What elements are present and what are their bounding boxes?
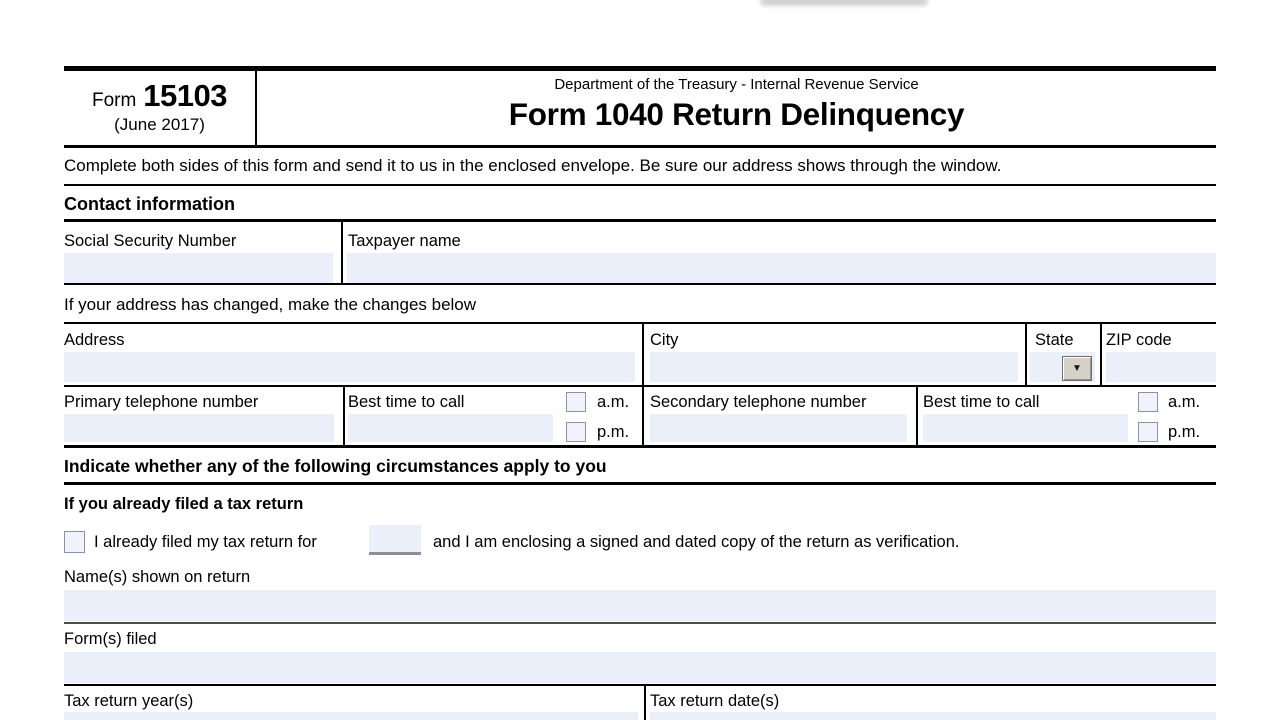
top-rule <box>64 66 1216 71</box>
already-filed-checkbox[interactable] <box>64 531 85 553</box>
primary-pm-label: p.m. <box>597 423 630 441</box>
phone-divider-2 <box>642 387 644 445</box>
filed-text-after: and I am enclosing a signed and dated copy of the return as verification. <box>433 533 960 551</box>
address-note: If your address has changed, make the changes below <box>64 295 477 314</box>
forms-rule <box>64 684 1216 686</box>
address-note-rule <box>64 322 1216 324</box>
state-label: State <box>1035 331 1074 349</box>
best-time-primary-label: Best time to call <box>348 393 465 411</box>
best-time-secondary-input[interactable] <box>923 414 1128 442</box>
ssn-row-rule <box>64 283 1216 285</box>
form-revision: (June 2017) <box>114 115 205 134</box>
page-title: Form 1040 Return Delinquency <box>508 96 965 132</box>
form-word: Form <box>91 90 137 111</box>
form-title-block <box>257 76 1216 133</box>
secondary-pm-checkbox[interactable] <box>1138 422 1158 442</box>
zip-input[interactable] <box>1106 352 1216 382</box>
filed-year-input[interactable] <box>369 525 421 555</box>
primary-am-checkbox[interactable] <box>566 392 586 412</box>
contact-heading: Contact information <box>64 194 235 214</box>
tax-year-input[interactable] <box>64 712 638 720</box>
filed-text-before: I already filed my tax return for <box>94 533 317 551</box>
primary-am-label: a.m. <box>597 393 630 411</box>
ssn-input[interactable] <box>64 253 333 283</box>
contact-heading-rule <box>64 219 1216 222</box>
secondary-pm-label: p.m. <box>1168 423 1201 441</box>
zip-label: ZIP code <box>1106 331 1172 349</box>
phone-divider-3 <box>916 387 918 445</box>
secondary-am-label: a.m. <box>1168 393 1201 411</box>
city-input[interactable] <box>650 352 1018 382</box>
city-state-divider <box>1025 324 1027 385</box>
forms-filed-label: Form(s) filed <box>64 630 157 648</box>
form-number-block <box>64 78 255 135</box>
instruction-text: Complete both sides of this form and send it to us in the enclosed envelope. Be sure our address shows through the window. <box>64 156 1002 175</box>
taxpayer-name-input[interactable] <box>347 253 1216 283</box>
ssn-label: Social Security Number <box>64 232 237 250</box>
primary-phone-input[interactable] <box>64 414 334 442</box>
secondary-am-checkbox[interactable] <box>1138 392 1158 412</box>
overlay-artifact <box>760 0 928 6</box>
city-label: City <box>650 331 679 349</box>
dropdown-arrow-icon: ▼ <box>1072 363 1082 374</box>
forms-filed-input[interactable] <box>64 652 1216 683</box>
circumstances-heading-rule <box>64 482 1216 485</box>
address-city-divider <box>642 324 644 385</box>
agency-line: Department of the Treasury - Internal Revenue Service <box>554 76 919 93</box>
secondary-phone-input[interactable] <box>650 414 907 442</box>
phone-row-rule <box>64 445 1216 448</box>
form-number: 15103 <box>143 78 228 113</box>
names-on-return-label: Name(s) shown on return <box>64 568 251 586</box>
best-time-secondary-label: Best time to call <box>923 393 1040 411</box>
best-time-primary-input[interactable] <box>348 414 553 442</box>
phone-divider-1 <box>343 387 345 445</box>
tax-date-label: Tax return date(s) <box>650 692 780 710</box>
tax-row-divider <box>644 686 646 720</box>
circumstances-heading: Indicate whether any of the following circumstances apply to you <box>64 456 607 476</box>
address-row-rule <box>64 385 1216 387</box>
ssn-row-divider <box>341 222 343 283</box>
taxpayer-name-label: Taxpayer name <box>348 232 461 250</box>
names-on-return-input[interactable] <box>64 590 1216 621</box>
header-bottom-rule <box>64 145 1216 148</box>
primary-phone-label: Primary telephone number <box>64 393 259 411</box>
tax-year-label: Tax return year(s) <box>64 692 194 710</box>
tax-date-input[interactable] <box>650 712 1216 720</box>
address-input[interactable] <box>64 352 635 382</box>
primary-pm-checkbox[interactable] <box>566 422 586 442</box>
state-dropdown-button[interactable] <box>1062 356 1092 381</box>
filed-subheading: If you already filed a tax return <box>64 495 304 513</box>
names-rule <box>64 622 1216 624</box>
address-label: Address <box>64 331 125 349</box>
state-zip-divider <box>1100 324 1102 385</box>
secondary-phone-label: Secondary telephone number <box>650 393 867 411</box>
instruction-rule <box>64 184 1216 186</box>
